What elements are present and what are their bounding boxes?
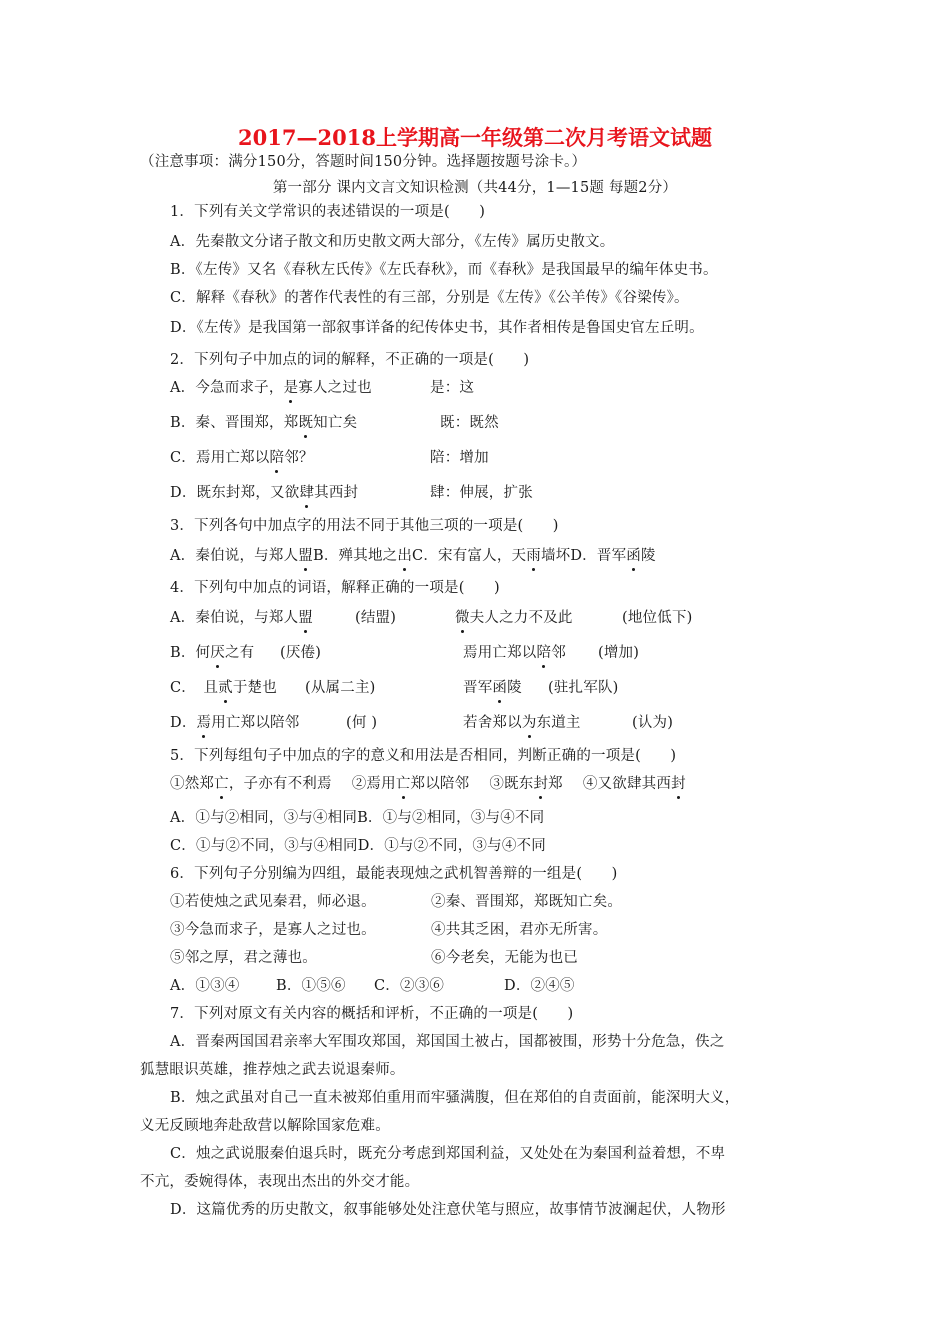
q4-option-c1 bbox=[170, 678, 277, 698]
q6-option-c: C．②③⑥ bbox=[374, 978, 445, 994]
q6-option-b: B．①⑤⑥ bbox=[276, 978, 346, 994]
text-segment: 之有 bbox=[224, 645, 255, 661]
q6-sentence-6: ⑥今老矣，无能为也已 bbox=[431, 950, 578, 966]
exam-notice: （注意事项：满分150分，答题时间150分钟。选择题按题号涂卡。） bbox=[140, 154, 587, 170]
q4-option-a2-explanation: (地位低下) bbox=[622, 610, 693, 626]
text-segment: C．宋有富人，天 bbox=[412, 548, 527, 564]
q4-option-a2 bbox=[455, 608, 573, 628]
text-segment: 若舍郑以 bbox=[463, 715, 522, 731]
text-segment: 于楚也 bbox=[232, 680, 277, 696]
text-segment: C．焉用亡郑以 bbox=[170, 450, 270, 466]
q5-stem: 5．下列每组句子中加点的字的意义和用法是否相同，判断正确的一项是( ) bbox=[170, 748, 677, 764]
q4-option-c1-explanation: (从属二主) bbox=[305, 680, 376, 696]
text-segment: B．秦、晋围郑，郑 bbox=[170, 415, 299, 431]
q6-sentence-5: ⑤邻之厚，君之薄也。 bbox=[170, 950, 317, 966]
dotted-char: 厌 bbox=[210, 645, 225, 661]
q1-option-c: C．解释《春秋》的著作代表性的有三部，分别是《左传》《公羊传》《谷梁传》。 bbox=[170, 290, 689, 306]
text-segment: 知亡矣 bbox=[313, 415, 358, 431]
q7-option-a-line2: 狐慧眼识英雄，推荐烛之武去说退秦师。 bbox=[140, 1062, 405, 1078]
dotted-char: 雨 bbox=[526, 548, 541, 564]
text-segment: A．秦伯说，与郑人 bbox=[170, 548, 299, 564]
q3-options bbox=[170, 546, 656, 566]
q6-stem: 6．下列句子分别编为四组，最能表现烛之武机智善辩的一组是( ) bbox=[170, 866, 618, 882]
text-segment: A．今急而求子， bbox=[170, 380, 284, 396]
q7-option-c-line1: C．烛之武说服秦伯退兵时，既充分考虑到郑国利益，又处处在为秦国利益着想，不卑 bbox=[170, 1146, 726, 1162]
dotted-char: 亡 bbox=[214, 776, 229, 792]
text-segment: 邻 bbox=[551, 645, 566, 661]
text-segment: 陵 bbox=[507, 680, 522, 696]
q2-option-a-explanation: 是：这 bbox=[430, 380, 475, 396]
dotted-char: 封 bbox=[533, 776, 549, 792]
text-segment: C． 且 bbox=[170, 680, 219, 696]
text-segment: 墙坏 bbox=[540, 548, 571, 564]
q7-option-d-line1: D．这篇优秀的历史散文，叙事能够处处注意伏笔与照应，故事情节波澜起伏，人物形 bbox=[170, 1202, 726, 1218]
q7-option-b-line2: 义无反顾地奔赴敌营以解除国家危难。 bbox=[140, 1118, 390, 1134]
q6-option-a: A．①③④ bbox=[170, 978, 240, 994]
q4-option-b1 bbox=[170, 643, 254, 663]
text-segment: 邻？ bbox=[284, 450, 314, 466]
text-segment: D． bbox=[170, 715, 197, 731]
q4-option-b2-explanation: (增加) bbox=[598, 645, 640, 661]
q3-stem: 3．下列各句中加点字的用法不同于其他三项的一项是( ) bbox=[170, 518, 559, 534]
text-segment: A．秦伯说，与郑人 bbox=[170, 610, 299, 626]
q4-option-d1-explanation: (何 ) bbox=[346, 715, 378, 731]
q7-option-c-line2: 不亢，委婉得体，表现出杰出的外交才能。 bbox=[140, 1174, 420, 1190]
text-segment: 焉用亡郑以 bbox=[463, 645, 537, 661]
dotted-char: 既 bbox=[298, 415, 314, 431]
text-segment: 夫人之力不及此 bbox=[469, 610, 573, 626]
text-segment: B．殚其地之 bbox=[312, 548, 398, 564]
text-segment: D．既东封郑，又欲 bbox=[170, 485, 300, 501]
q6-sentence-1: ①若使烛之武见秦君，师必退。 bbox=[170, 894, 376, 910]
q5-options-cd: C．①与②不同，③与④相同D．①与②不同，③与④不同 bbox=[170, 838, 546, 854]
text-segment: ③既东 bbox=[489, 776, 534, 792]
q4-option-a1 bbox=[170, 608, 313, 628]
text-segment: ④又欲肆其西 bbox=[582, 776, 672, 792]
text-segment: 用亡郑以陪邻 bbox=[211, 715, 300, 731]
dotted-char: 贰 bbox=[218, 680, 233, 696]
dotted-char: 陪 bbox=[269, 450, 285, 466]
text-segment: B．何 bbox=[170, 645, 211, 661]
text-segment: ①然郑 bbox=[170, 776, 215, 792]
dotted-char: 函 bbox=[492, 680, 508, 696]
q2-option-d bbox=[170, 483, 358, 503]
text-segment: 寡人之过也 bbox=[298, 380, 372, 396]
text-segment: ②焉用 bbox=[351, 776, 396, 792]
q4-option-c2-explanation: (驻扎军队) bbox=[548, 680, 619, 696]
text-segment: 陵 bbox=[641, 548, 656, 564]
section-heading: 第一部分 课内文言文知识检测（共44分，1—15题 每题2分） bbox=[272, 180, 678, 196]
q6-sentence-4: ④共其乏困，君亦无所害。 bbox=[431, 922, 608, 938]
text-segment: ，子亦有不利焉 bbox=[228, 776, 332, 792]
q4-option-d2-explanation: (认为) bbox=[632, 715, 674, 731]
text-segment: 其西封 bbox=[314, 485, 359, 501]
q1-option-d: D．《左传》是我国第一部叙事详备的纪传体史书，其作者相传是鲁国史官左丘明。 bbox=[170, 320, 704, 336]
dotted-char: 盟 bbox=[298, 610, 313, 626]
dotted-char: 肆 bbox=[299, 485, 315, 501]
q2-option-c bbox=[170, 448, 314, 468]
q4-option-b2 bbox=[463, 643, 566, 663]
q5-options-ab: A．①与②相同，③与④相同B．①与②相同，③与④不同 bbox=[170, 810, 545, 826]
text-segment: 东道主 bbox=[536, 715, 581, 731]
dotted-char: 陪 bbox=[536, 645, 552, 661]
q7-option-b-line1: B．烛之武虽对自己一直未被郑伯重用而牢骚满腹，但在郑伯的自责面前，能深明大义， bbox=[170, 1090, 740, 1106]
text-segment: 郑 bbox=[548, 776, 563, 792]
q7-stem: 7．下列对原文有关内容的概括和评析，不正确的一项是( ) bbox=[170, 1006, 574, 1022]
q4-stem: 4．下列句中加点的词语，解释正确的一项是( ) bbox=[170, 580, 500, 596]
dotted-char: 焉 bbox=[196, 715, 212, 731]
dotted-char: 为 bbox=[521, 715, 537, 731]
q5-sentences bbox=[170, 774, 686, 794]
q4-option-b1-explanation: (厌倦) bbox=[280, 645, 322, 661]
dotted-char: 盟 bbox=[298, 548, 313, 564]
dotted-char: 是 bbox=[283, 380, 299, 396]
q1-stem: 1．下列有关文学常识的表述错误的一项是( ) bbox=[170, 204, 486, 220]
dotted-char: 函 bbox=[626, 548, 641, 564]
q4-option-d2 bbox=[463, 713, 581, 733]
q4-option-d1 bbox=[170, 713, 299, 733]
q6-sentence-3: ③今急而求子，是寡人之过也。 bbox=[170, 922, 376, 938]
q2-option-c-explanation: 陪：增加 bbox=[430, 450, 489, 466]
q6-option-d: D．②④⑤ bbox=[504, 978, 575, 994]
exam-title: 2017—2018上学期高一年级第二次月考语文试题 bbox=[238, 125, 712, 150]
text-segment: D．晋军 bbox=[570, 548, 627, 564]
q4-option-a1-explanation: (结盟) bbox=[355, 610, 397, 626]
q2-option-d-explanation: 肆：伸展，扩张 bbox=[430, 485, 533, 501]
q1-option-a: A．先秦散文分诸子散文和历史散文两大部分，《左传》属历史散文。 bbox=[170, 234, 615, 250]
text-segment: 郑以陪邻 bbox=[410, 776, 470, 792]
q2-option-a bbox=[170, 378, 372, 398]
q4-option-c2 bbox=[463, 678, 522, 698]
dotted-char: 出 bbox=[397, 548, 413, 564]
text-segment: 晋军 bbox=[463, 680, 493, 696]
dotted-char: 微 bbox=[455, 610, 470, 626]
q2-stem: 2．下列句子中加点的词的解释，不正确的一项是( ) bbox=[170, 352, 530, 368]
q6-sentence-2: ②秦、晋围郑，郑既知亡矣。 bbox=[431, 894, 623, 910]
q2-option-b bbox=[170, 413, 357, 433]
dotted-char: 亡 bbox=[395, 776, 411, 792]
q2-option-b-explanation: 既：既然 bbox=[440, 415, 499, 431]
q1-option-b: B．《左传》又名《春秋左氏传》《左氏春秋》，而《春秋》是我国最早的编年体史书。 bbox=[170, 262, 718, 278]
dotted-char: 封 bbox=[671, 776, 686, 792]
q7-option-a-line1: A．晋秦两国国君亲率大军围攻郑国，郑国国土被占，国都被围，形势十分危急，佚之 bbox=[170, 1034, 725, 1050]
